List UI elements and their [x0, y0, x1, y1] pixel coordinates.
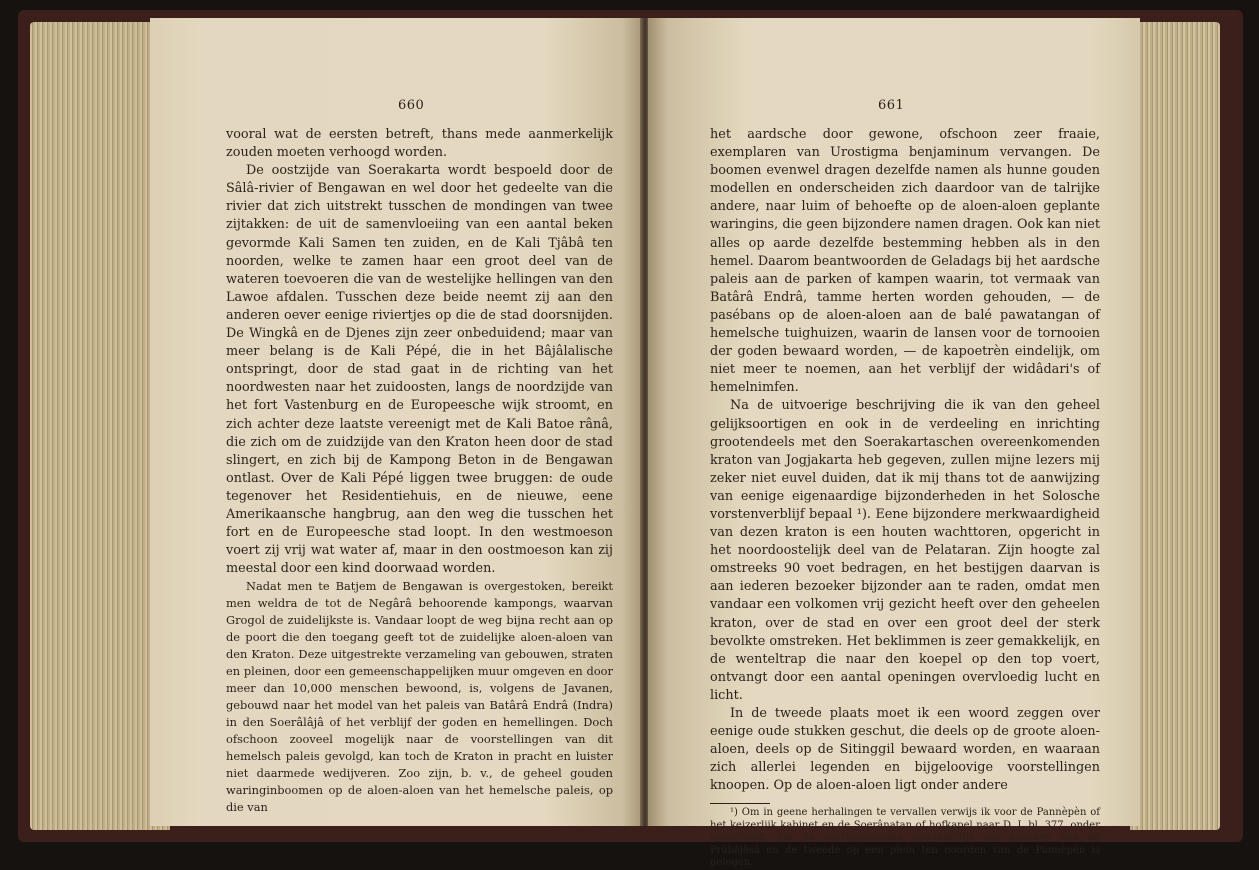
paragraph: vooral wat de eersten betreft, thans mede aanmerkelijk zouden moeten verhoogd worden. — [226, 127, 613, 161]
footnote-rule — [710, 803, 770, 804]
right-page-edges — [1130, 22, 1220, 830]
right-page — [648, 18, 1140, 869]
paragraph: Nadat men te Batjem de Bengawan is overgestoken, bereikt men weldra de tot de Negârâ behoorende kampongs, waarvan Grogol de zuidelijkste is. Vandaar loopt de weg bijna recht aan op de poort die den toegang geeft tot de zuidelijke aloen-aloen van den Kraton. Deze uitgestrekte verzameling van gebouwen, straten en pleinen, door een gemeenschappelijken muur omgeven en door meer dan 10,000 menschen bewoond, is, volgens de Javanen, gebouwd naar het model van het paleis van Batârâ Endrâ (Indra) in den Soerâlâjâ of het verblijf der goden en hemellingen. Doch ofschoon zooveel mogelijk naar de voorstellingen van dit hemelsch paleis gevolgd, kan toch de Kraton in pracht en luister niet daarmede wedijveren. Zoo zijn, b. v., de geheel gouden waringinboomen op de aloen-aloen van het hemelsche paleis, op die van — [226, 579, 613, 815]
paragraph: De oostzijde van Soerakarta wordt bespoeld door de Sâlâ-rivier of Bengawan en wel door het gedeelte van die rivier dat zich uitstrekt tusschen de mondingen van twee zijtakken: de uit de samenvloeiing van een aantal beken gevormde Kali Samen ten zuiden, en de Kali Tjâbâ ten noorden, welke te zamen haar een groot deel van de wateren toevoeren die van de westelijke hellingen van den Lawoe afdalen. Tusschen deze beide neemt zij aan den anderen oever eenige riviertjes op die de stad doorsnijden. De Wingkâ en de Djenes zijn zeer onbeduidend; maar van meer belang is de Kali Pépé, die in het Bâjâlalische ontspringt, door de stad gaat in de richting van het noordwesten naar het zuidoosten, langs de noordzijde van het fort Vastenburg en de Europeesche wijk stroomt, en zich achter deze laatste vereenigt met de Kali Batoe rânâ, die zich om de zuidzijde van den Kraton heen door de stad slingert, en zich bij de Kampong Beton in de Bengawan ontlast. Over de Kali Pépé liggen twee bruggen: de oude tegenover het Residentiehuis, en de nieuwe, eene Amerikaansche hangbrug, aan den weg die tusschen het fort en de Europeesche stad loopt. In den westmoeson voert zij vrij wat water af, maar in den oostmoeson kan zij meestal door een kind doorwaad worden. — [226, 163, 613, 577]
left-page-text — [226, 126, 613, 816]
footnote: ¹) Om in geene herhalingen te vervallen verwijs ik voor de Pannèpèn of het keizerlijk kabinet en de Soerânatan of hofkapel naar D. I, bl. 377, onder opmerking, dat de eerstgenoemde onmiddellijk ten noorden van de Prâbâjâsâ en de tweede op een plein ten noorden van de Pannèpèn is gelegen. — [710, 807, 1100, 869]
right-page-text — [710, 126, 1100, 870]
page-number: 660 — [398, 98, 425, 113]
paragraph: Na de uitvoerige beschrijving die ik van den geheel gelijksoortigen en ook in de verdeeling en inrichting grootendeels met den Soerakartaschen overeenkomenden kraton van Jogjakarta heb gegeven, zullen mijne lezers mij zeker niet euvel duiden, dat ik mij thans tot de aanwijzing van eenige eigenaardige bijzonderheden in het Solosche vorstenverblijf bepaal ¹). Eene bijzondere merkwaardigheid van dezen kraton is een houten wachttoren, opgericht in het noordoostelijk deel van de Pelataran. Zijn hoogte zal omstreeks 90 voet bedragen, en het bestijgen daarvan is aan iederen bezoeker bijzonder aan te raden, omdat men vandaar een volkomen vrij gezicht heeft over den geheelen kraton, over de stad en over een groot deel der sterk bevolkte omstreken. Het beklimmen is zeer gemakkelijk, en de wenteltrap die naar den koepel op den top voert, ontvangt door een aantal openingen overvloedig lucht en licht. — [710, 398, 1100, 703]
page-number: 661 — [878, 98, 905, 113]
paragraph: In de tweede plaats moet ik een woord zeggen over eenige oude stukken geschut, die deels op de groote aloen-aloen, deels op de Sitinggil bewaard worden, en waaraan zich allerlei legenden en bijgeloovige voorstellingen knoopen. Op de aloen-aloen ligt onder andere — [710, 706, 1100, 794]
left-page — [150, 18, 642, 826]
left-page-edges — [30, 22, 170, 830]
paragraph: het aardsche door gewone, ofschoon zeer fraaie, exemplaren van Urostigma benjaminum vervangen. De boomen evenwel dragen dezelfde namen als hunne gouden modellen en onderscheiden zich daardoor van de talrijke andere, naar luim of behoefte op de aloen-aloen geplante waringins, die geen bijzondere namen dragen. Ook kan niet alles op aarde dezelfde bestemming hebben als in den hemel. Daarom beantwoorden de Geladags bij het aardsche paleis aan de parken of kampen waarin, tot vermaak van Batârâ Endrâ, tamme herten worden gehouden, — de pasébans op de aloen-aloen aan de balé pawatangan of hemelsche tuighuizen, waarin de lansen voor de tornooien der goden bewaard worden, — de kapoetrèn eindelijk, om niet meer te noemen, aan het verblijf der widâdari's of hemelnimfen. — [710, 127, 1100, 396]
